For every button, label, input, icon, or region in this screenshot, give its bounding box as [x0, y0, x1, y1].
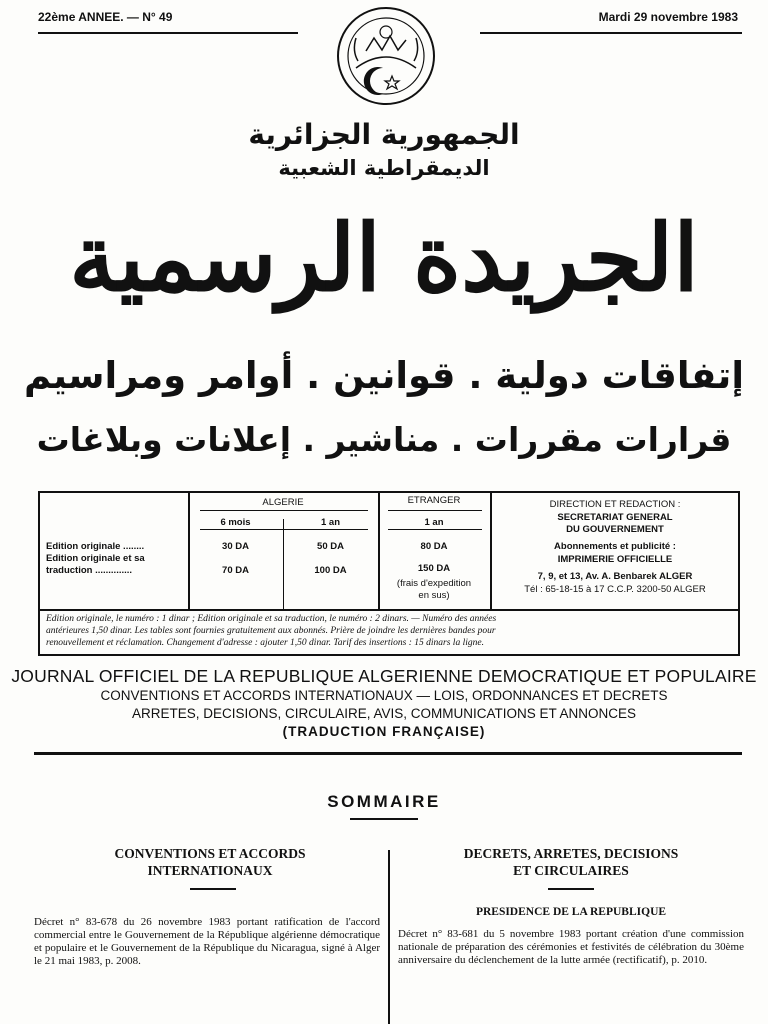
arabic-republic-line1: الجمهورية الجزائرية	[248, 118, 520, 151]
row2-1an: 100 DA	[314, 565, 347, 576]
row2-label-b: traduction ..............	[46, 565, 133, 576]
arabic-republic-line2: الديمقراطية الشعبية	[278, 156, 490, 180]
right-heading-1: DECRETS, ARRETES, DECISIONS	[463, 846, 679, 861]
left-heading-2: INTERNATIONAUX	[147, 863, 273, 878]
right-section-presidence: PRESIDENCE DE LA REPUBLIQUE	[475, 906, 667, 918]
direction-line5: IMPRIMERIE OFFICIELLE	[557, 554, 673, 565]
row1-etranger: 80 DA	[420, 541, 448, 552]
direction-line6: 7, 9, et 13, Av. A. Benbarek ALGER	[537, 571, 693, 582]
sommaire-rule	[350, 818, 418, 820]
arabic-journal-title: الجريدة الرسمية	[69, 204, 699, 312]
issue-date: Mardi 29 novembre 1983	[598, 10, 738, 24]
row2-etranger: 150 DA	[417, 563, 451, 574]
etranger-note-a: (frais d'expedition	[396, 578, 472, 589]
col-6-mois: 6 mois	[220, 517, 251, 528]
direction-line1: DIRECTION ET REDACTION :	[549, 499, 681, 510]
subscription-note: Edition originale, le numéro : 1 dinar ; Edition originale et sa traduction, le numéro : 2 dinars. — Numéro des années antérieures 1,50 dinar. Les tables sont fournies gratuitement aux abonnés. Prière de joindre les dernières bandes pour renouvellement et réclamation. Changement d'adresse : ajouter 1,50 dinar. Tarif des insertions : 15 dinars la ligne.	[46, 614, 497, 648]
algeria-emblem-seal-icon	[336, 6, 436, 106]
journal-subtitle-3: (TRADUCTION FRANÇAISE)	[282, 724, 486, 739]
direction-line3: DU GOUVERNEMENT	[566, 524, 664, 535]
journal-subtitle-1: CONVENTIONS ET ACCORDS INTERNATIONAUX — LOIS, ORDONNANCES ET DECRETS	[100, 688, 668, 703]
col-algerie: ALGERIE	[262, 497, 304, 508]
col-1-an-etranger: 1 an	[424, 517, 444, 528]
right-entry-decret-83-681[interactable]: Décret n° 83-681 du 5 novembre 1983 portant création d'une commission nationale de préparation des cérémonies et festivités de célébration du 30ème anniversaire du déclenchement de la lutte armée (rectificatif), p. 2010.	[398, 928, 744, 966]
right-heading-2: ET CIRCULAIRES	[513, 863, 629, 878]
row1-label: Edition originale ........	[46, 541, 145, 552]
header-rule-left	[38, 32, 298, 34]
column-divider	[388, 850, 390, 1024]
row1-6mois: 30 DA	[222, 541, 249, 552]
direction-line7: Tél : 65-18-15 à 17 C.C.P. 3200-50 ALGER	[524, 584, 706, 595]
direction-line4: Abonnements et publicité :	[554, 541, 676, 552]
col-etranger: ETRANGER	[407, 495, 461, 506]
row1-1an: 50 DA	[317, 541, 344, 552]
issue-number: 22ème ANNEE. — N° 49	[38, 10, 173, 24]
row2-label-a: Edition originale et sa	[46, 553, 145, 564]
header-rule-right	[480, 32, 742, 34]
col-1-an: 1 an	[320, 517, 340, 528]
right-heading-rule	[548, 888, 594, 890]
journal-rule	[34, 752, 742, 755]
etranger-note-b: en sus)	[418, 590, 450, 601]
left-heading-rule	[190, 888, 236, 890]
sommaire-heading: SOMMAIRE	[327, 792, 441, 811]
subscription-box	[38, 491, 740, 656]
direction-line2: SECRETARIAT GENERAL	[557, 512, 673, 523]
left-heading-1: CONVENTIONS ET ACCORDS	[114, 846, 306, 861]
row2-6mois: 70 DA	[222, 565, 249, 576]
left-entry-decret-83-678[interactable]: Décret n° 83-678 du 26 novembre 1983 portant ratification de l'accord commercial entre le Gouvernement de la République algérienne démocratique et populaire et le Gouvernement de la République du Nicaragua, signé à Alger le 21 mai 1983, p. 2008.	[34, 916, 380, 967]
journal-title: JOURNAL OFFICIEL DE LA REPUBLIQUE ALGERIENNE DEMOCRATIQUE ET POPULAIRE	[11, 666, 757, 686]
journal-subtitle-2: ARRETES, DECISIONS, CIRCULAIRE, AVIS, COMMUNICATIONS ET ANNONCES	[131, 706, 637, 721]
arabic-subtitle-line1: إتفاقات دولية . قوانين . أوامر ومراسيم	[23, 354, 745, 397]
arabic-subtitle-line2: قرارات مقررات . مناشير . إعلانات وبلاغات	[36, 420, 732, 459]
